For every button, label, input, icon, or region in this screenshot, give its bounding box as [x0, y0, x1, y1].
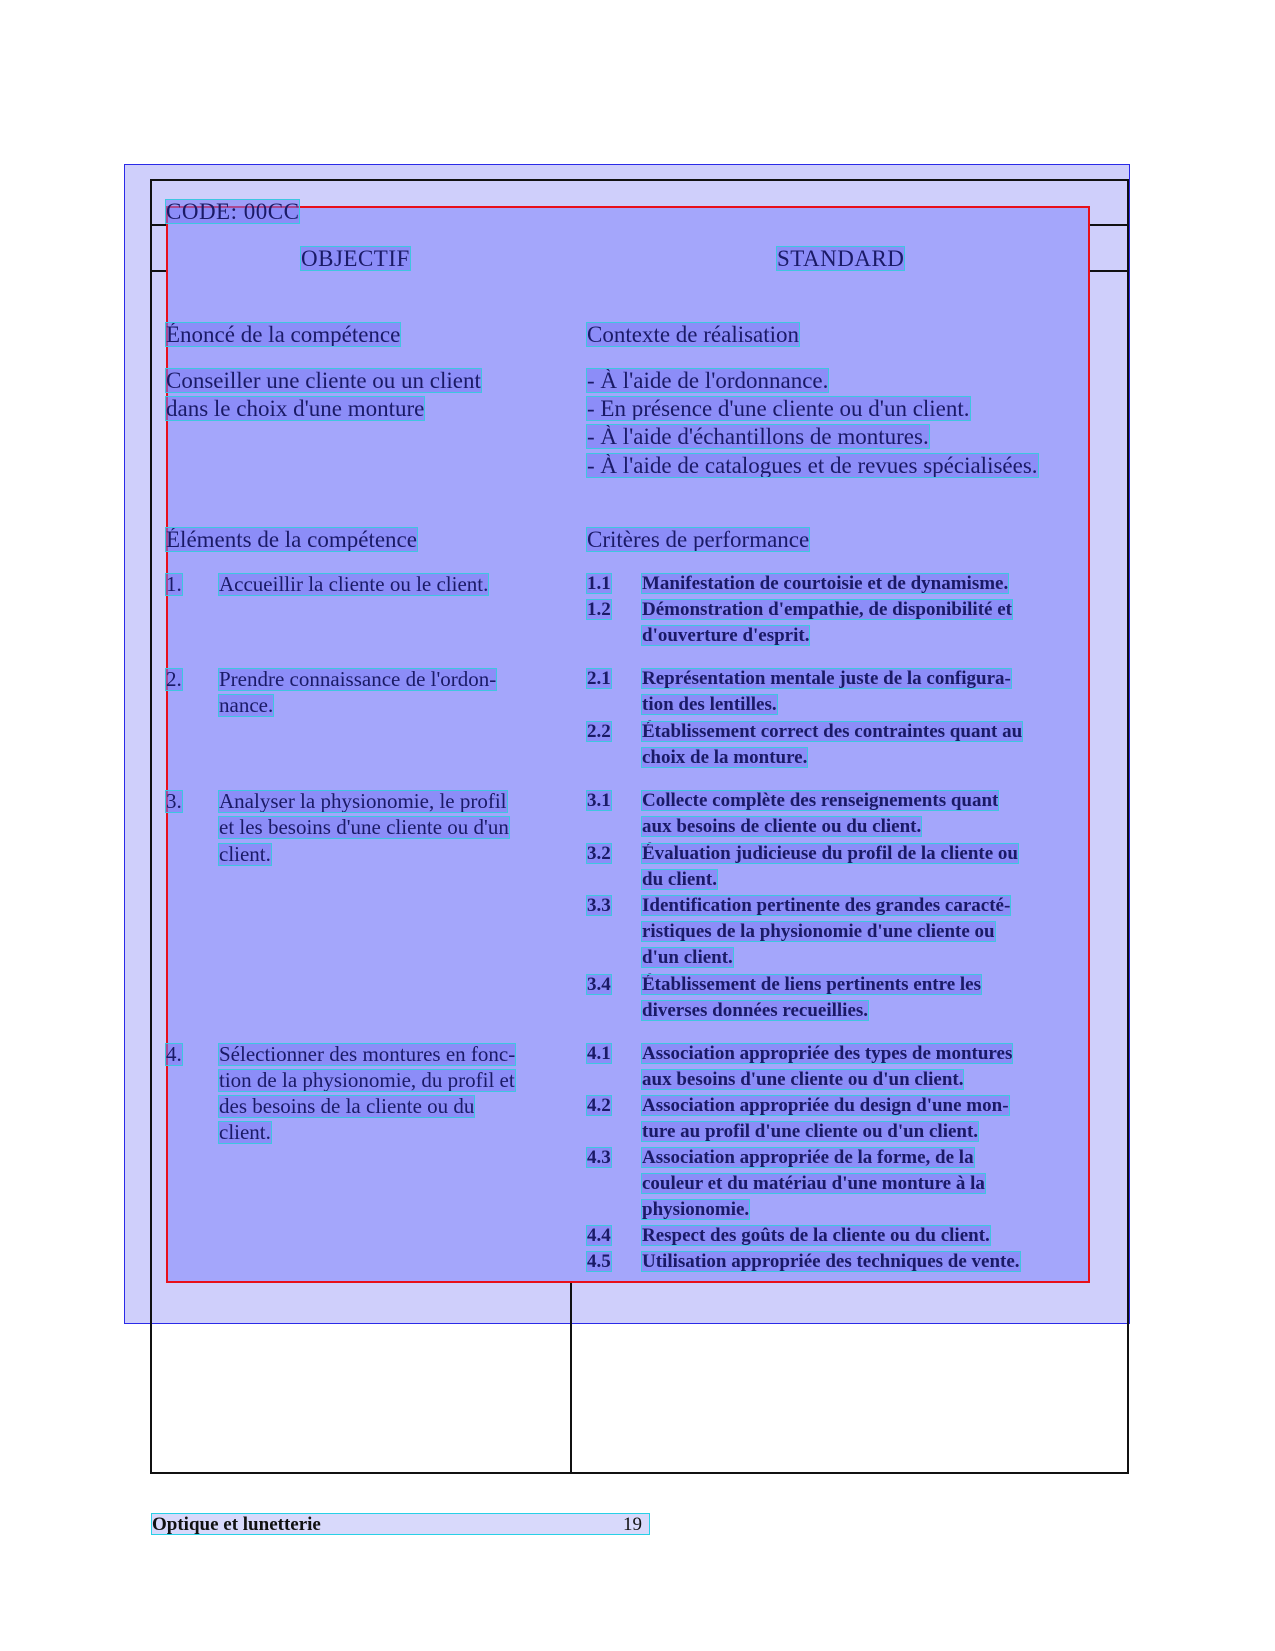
element-text: et les besoins d'une cliente ou d'un	[219, 815, 509, 839]
enonce-line: Conseiller une cliente ou un client	[166, 368, 481, 393]
critere-number: 3.2	[587, 843, 611, 864]
element-text: client.	[219, 1120, 271, 1144]
element-text: Sélectionner des montures en fonc-	[219, 1042, 516, 1066]
critere-text: Association appropriée de la forme, de la	[642, 1147, 974, 1168]
critere-text: Représentation mentale juste de la configura-	[642, 668, 1011, 689]
critere-text: d'ouverture d'esprit.	[642, 625, 810, 646]
critere-text: du client.	[642, 869, 717, 890]
critere-text: Association appropriée des types de montures	[642, 1043, 1013, 1064]
element-text: Prendre connaissance de l'ordon-	[219, 667, 497, 691]
critere-text: physionomie.	[642, 1199, 750, 1220]
element-text: nance.	[219, 693, 274, 717]
critere-number: 2.2	[587, 721, 611, 742]
element-number: 1.	[166, 572, 182, 596]
critere-number: 4.1	[587, 1043, 611, 1064]
critere-text: Identification pertinente des grandes caracté-	[642, 895, 1011, 916]
enonce-title: Énoncé de la compétence	[166, 322, 401, 347]
critere-text: Évaluation judicieuse du profil de la cliente ou	[642, 843, 1018, 864]
critere-text: Manifestation de courtoisie et de dynamisme.	[642, 573, 1009, 594]
element-text: Accueillir la cliente ou le client.	[219, 572, 489, 596]
contexte-line: - En présence d'une cliente ou d'un client.	[587, 396, 970, 421]
criteres-title: Critères de performance	[587, 527, 810, 552]
critere-text: Utilisation appropriée des techniques de vente.	[642, 1251, 1020, 1272]
critere-number: 3.1	[587, 790, 611, 811]
contexte-line: - À l'aide de l'ordonnance.	[587, 368, 829, 393]
element-number: 4.	[166, 1042, 182, 1066]
critere-number: 3.4	[587, 974, 611, 995]
footer-title: Optique et lunetterie	[152, 1514, 321, 1535]
critere-number: 4.3	[587, 1147, 611, 1168]
critere-number: 1.2	[587, 599, 611, 620]
critere-number: 4.5	[587, 1251, 611, 1272]
critere-text: couleur et du matériau d'une monture à la	[642, 1173, 985, 1194]
critere-text: Respect des goûts de la cliente ou du client.	[642, 1225, 990, 1246]
column-header-standard: STANDARD	[777, 246, 905, 271]
critere-text: Établissement correct des contraintes quant au	[642, 721, 1023, 742]
critere-text: tion des lentilles.	[642, 694, 777, 715]
enonce-line: dans le choix d'une monture	[166, 396, 425, 421]
critere-text: diverses données recueillies.	[642, 1000, 869, 1021]
contexte-line: - À l'aide de catalogues et de revues spécialisées.	[587, 453, 1038, 478]
critere-text: aux besoins d'une cliente ou d'un client.	[642, 1069, 964, 1090]
element-text: Analyser la physionomie, le profil	[219, 789, 507, 813]
critere-number: 3.3	[587, 895, 611, 916]
element-number: 2.	[166, 667, 182, 691]
elements-title: Éléments de la compétence	[166, 527, 417, 552]
critere-number: 4.2	[587, 1095, 611, 1116]
critere-text: aux besoins de cliente ou du client.	[642, 816, 922, 837]
critere-text: ristiques de la physionomie d'une cliente ou	[642, 921, 995, 942]
critere-text: Démonstration d'empathie, de disponibilité et	[642, 599, 1012, 620]
column-header-objectif: OBJECTIF	[301, 246, 410, 271]
contexte-title: Contexte de réalisation	[587, 322, 800, 347]
critere-text: ture au profil d'une cliente ou d'un client.	[642, 1121, 979, 1142]
page-number: 19	[623, 1514, 642, 1535]
critere-text: Établissement de liens pertinents entre les	[642, 974, 981, 995]
contexte-line: - À l'aide d'échantillons de montures.	[587, 424, 929, 449]
critere-text: choix de la monture.	[642, 747, 808, 768]
element-text: des besoins de la cliente ou du	[219, 1094, 475, 1118]
critere-text: Association appropriée du design d'une mon-	[642, 1095, 1009, 1116]
element-text: client.	[219, 842, 271, 866]
code-label: CODE: 00CC	[166, 199, 300, 224]
critere-number: 1.1	[587, 573, 611, 594]
critere-text: Collecte complète des renseignements quant	[642, 790, 999, 811]
critere-text: d'un client.	[642, 947, 733, 968]
element-text: tion de la physionomie, du profil et	[219, 1068, 515, 1092]
element-number: 3.	[166, 789, 182, 813]
critere-number: 4.4	[587, 1225, 611, 1246]
critere-number: 2.1	[587, 668, 611, 689]
